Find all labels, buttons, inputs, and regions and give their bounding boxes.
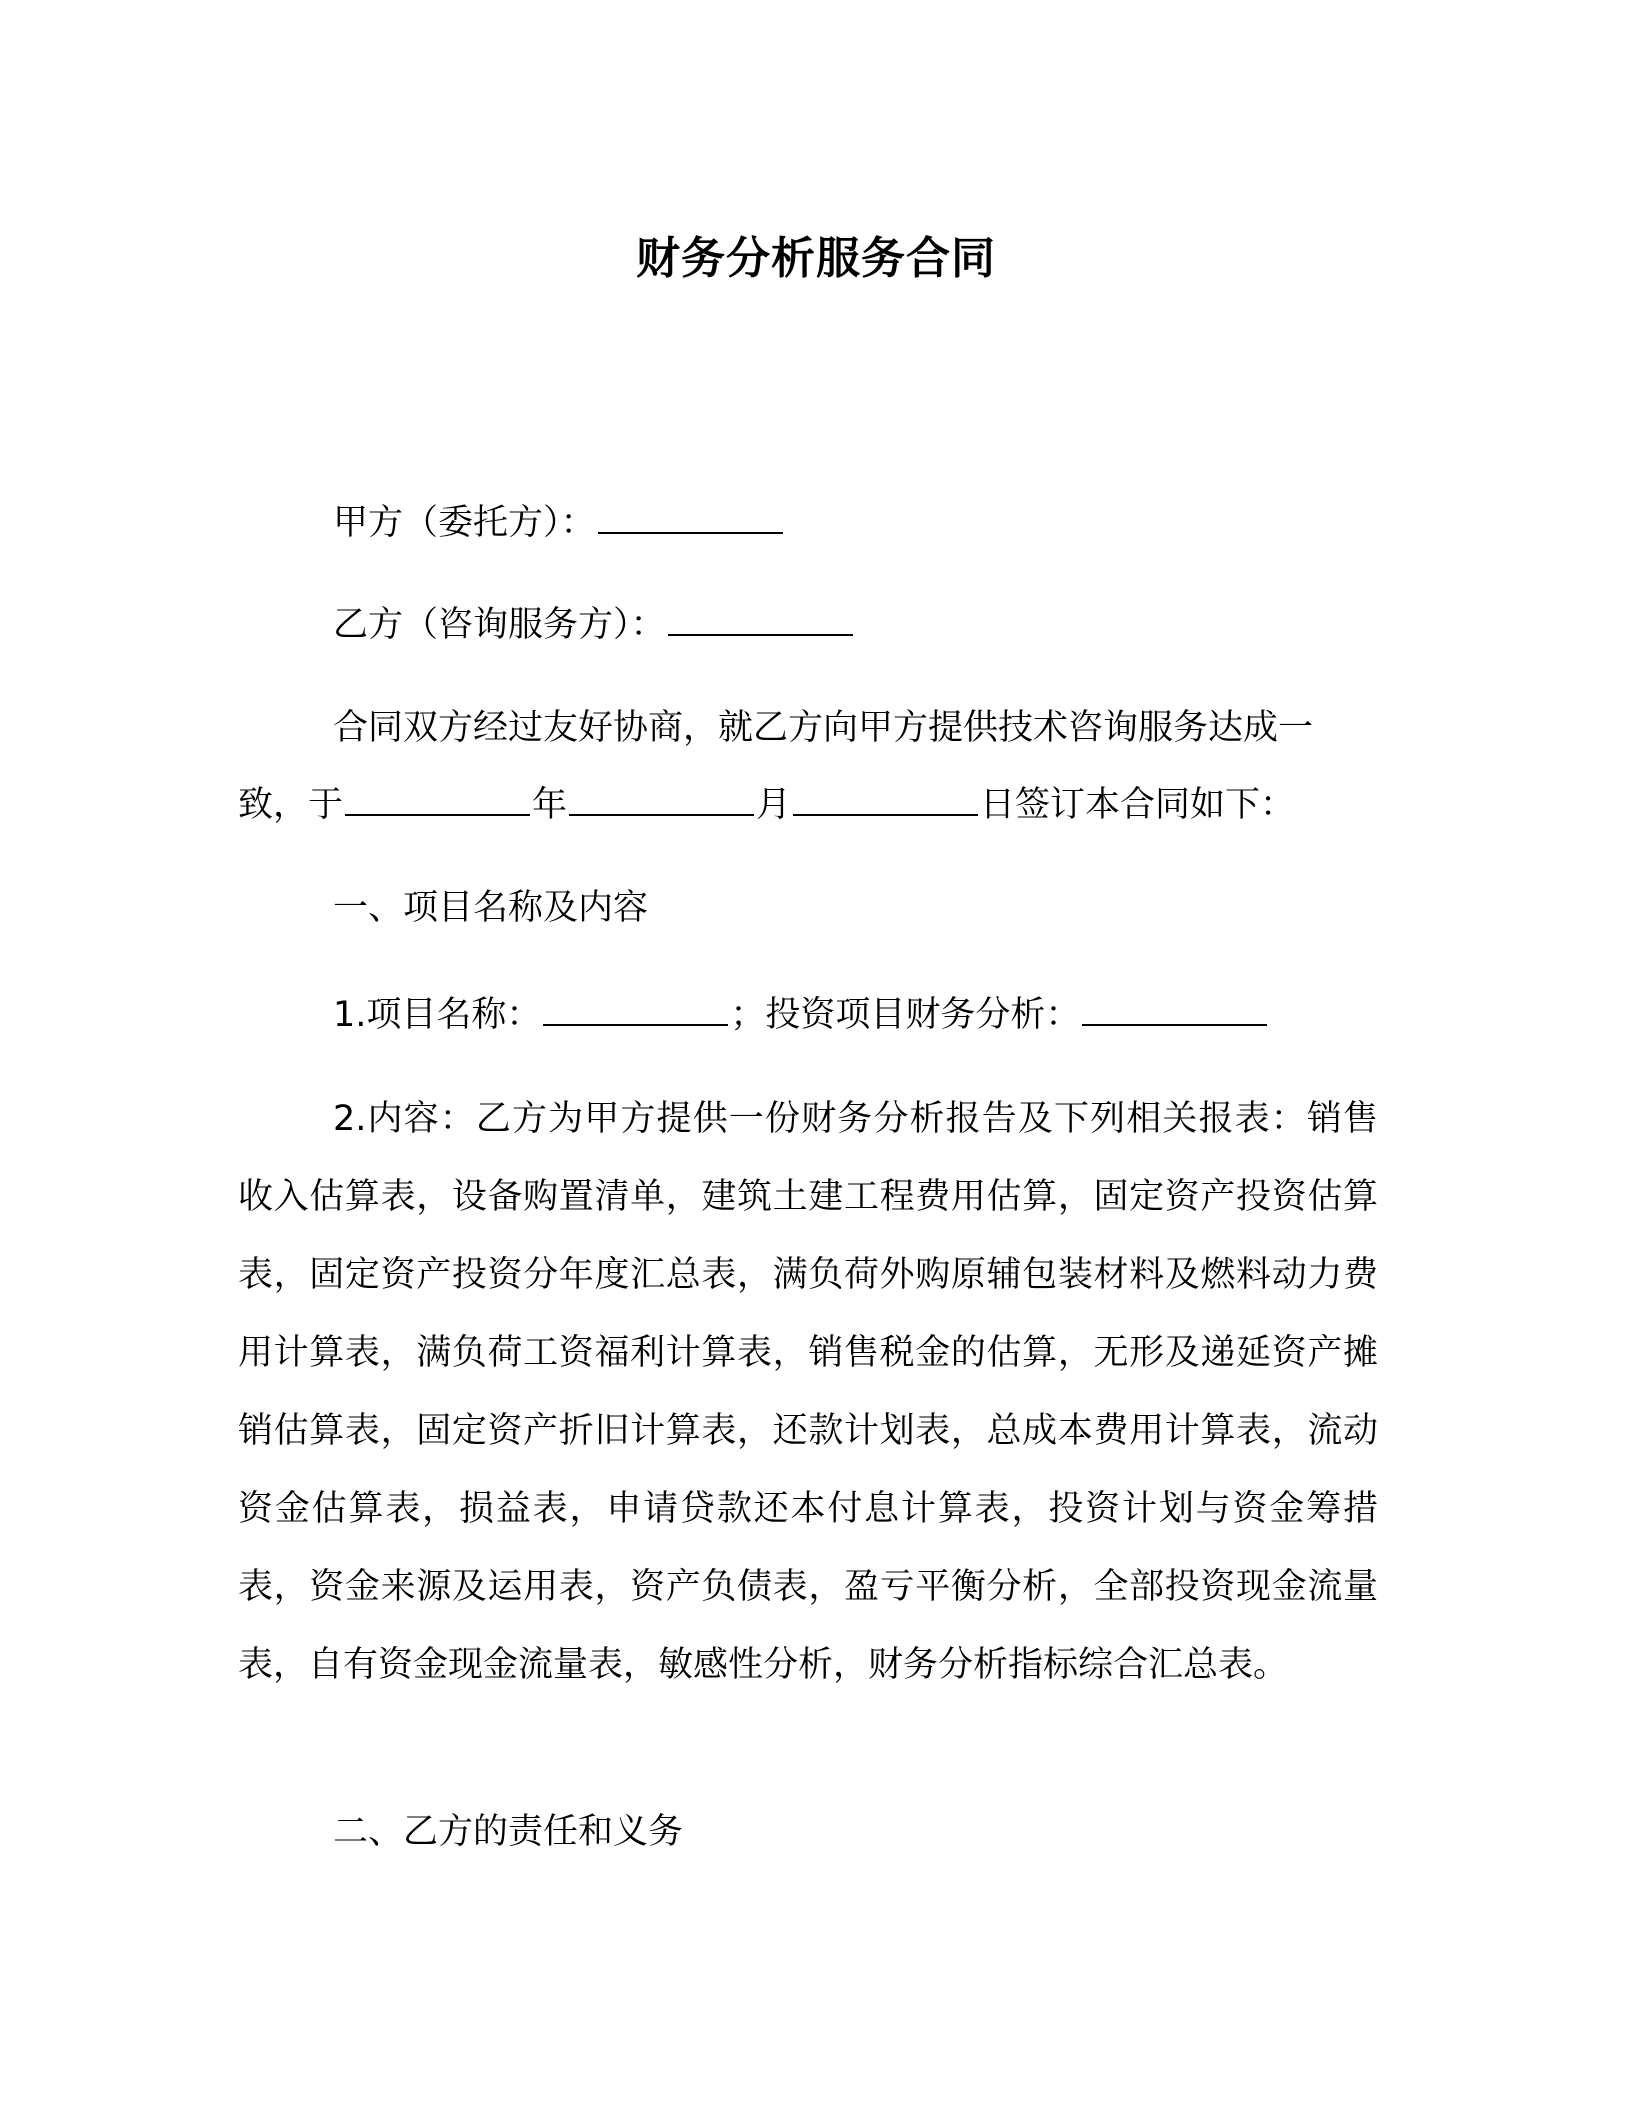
section-1-heading: 一、项目名称及内容: [333, 888, 649, 928]
day-blank[interactable]: [793, 780, 978, 816]
project-analysis-label: ；投资项目财务分析：: [730, 995, 1081, 1035]
preamble-prefix: 致，于: [238, 785, 344, 825]
month-blank[interactable]: [569, 780, 754, 816]
year-label: 年: [532, 785, 568, 825]
project-name-blank[interactable]: [543, 990, 728, 1026]
section-2-heading: 二、乙方的责任和义务: [333, 1812, 684, 1852]
preamble-line-2: [238, 780, 1295, 829]
project-name-label: 1.项目名称：: [333, 995, 542, 1035]
party-a-label: 甲方（委托方）：: [333, 503, 596, 543]
project-analysis-blank[interactable]: [1082, 990, 1267, 1026]
month-label: 月: [756, 785, 792, 825]
party-b-line: [333, 600, 855, 649]
preamble-line-1: 合同双方经过友好协商，就乙方向甲方提供技术咨询服务达成一: [333, 708, 1314, 748]
day-suffix: 日签订本合同如下：: [980, 785, 1296, 825]
document-title: 财务分析服务合同: [636, 233, 996, 284]
party-a-blank[interactable]: [598, 498, 783, 534]
party-b-blank[interactable]: [668, 600, 853, 636]
content-paragraph: 2.内容：乙方为甲方提供一份财务分析报告及下列相关报表：销售收入估算表，设备购置清单，建筑土建工程费用估算，固定资产投资估算表，固定资产投资分年度汇总表，满负荷外购原辅包装材料及燃料动力费用计算表，满负荷工资福利计算表，销售税金的估算，无形及递延资产摊销估算表，固定资产折旧计算表，还款计划表，总成本费用计算表，流动资金估算表，损益表，申请贷款还本付息计算表，投资计划与资金筹措表，资金来源及运用表，资产负债表，盈亏平衡分析，全部投资现金流量表，自有资金现金流量表，敏感性分析，财务分析指标综合汇总表。: [238, 1099, 1378, 1685]
year-blank[interactable]: [345, 780, 530, 816]
party-a-line: [333, 498, 785, 547]
project-name-line: [333, 990, 1269, 1039]
party-b-label: 乙方（咨询服务方）：: [333, 605, 666, 645]
